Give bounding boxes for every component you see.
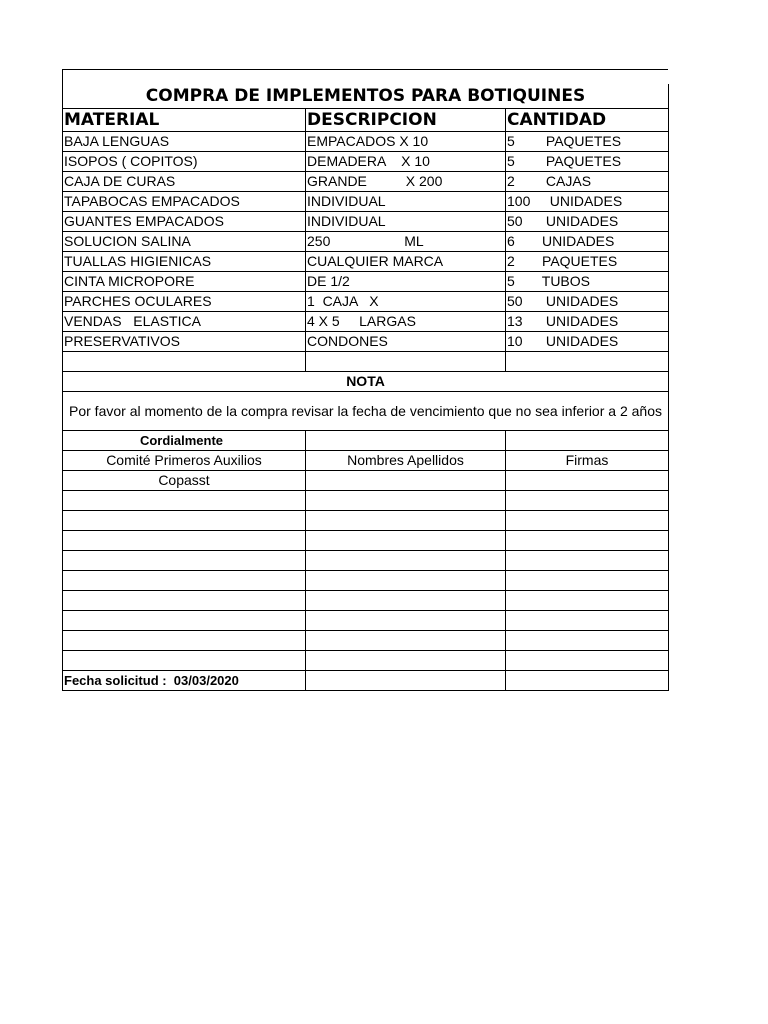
item-descripcion: INDIVIDUAL: [306, 192, 506, 212]
sign-row: [63, 491, 669, 511]
empty-cell: [306, 571, 506, 591]
item-material: CINTA MICROPORE: [63, 272, 306, 292]
nota-text-row: [63, 392, 669, 431]
sign-row: [63, 631, 669, 651]
item-cantidad: 6 UNIDADES: [506, 232, 669, 252]
empty-cell: [506, 671, 669, 691]
item-descripcion: DEMADERA X 10: [306, 152, 506, 172]
sign-row: [63, 471, 669, 491]
empty-cell: [63, 352, 306, 372]
item-material: PARCHES OCULARES: [63, 292, 306, 312]
item-descripcion: 4 X 5 LARGAS: [306, 312, 506, 332]
empty-row: [63, 352, 669, 372]
sign-header-committee: Comité Primeros Auxilios: [63, 451, 306, 471]
item-material: PRESERVATIVOS: [63, 332, 306, 352]
sign-row: [63, 591, 669, 611]
item-material: SOLUCION SALINA: [63, 232, 306, 252]
item-cantidad: 100 UNIDADES: [506, 192, 669, 212]
item-descripcion: CUALQUIER MARCA: [306, 252, 506, 272]
empty-cell: [306, 531, 506, 551]
empty-cell: [306, 431, 506, 451]
empty-cell: [306, 352, 506, 372]
empty-cell: [63, 511, 306, 531]
nota-label: NOTA: [63, 372, 669, 392]
sign-header-names: Nombres Apellidos: [306, 451, 506, 471]
empty-cell: [506, 631, 669, 651]
title-row: [63, 84, 669, 109]
sign-row: [63, 571, 669, 591]
empty-cell: [306, 631, 506, 651]
item-descripcion: 250 ML: [306, 232, 506, 252]
item-row: [63, 252, 669, 272]
item-cantidad: 5 PAQUETES: [506, 152, 669, 172]
empty-cell: [306, 671, 506, 691]
item-material: TUALLAS HIGIENICAS: [63, 252, 306, 272]
item-descripcion: DE 1/2: [306, 272, 506, 292]
empty-cell: [306, 491, 506, 511]
item-cantidad: 5 TUBOS: [506, 272, 669, 292]
item-row: [63, 172, 669, 192]
item-descripcion: 1 CAJA X: [306, 292, 506, 312]
empty-cell: [506, 471, 669, 491]
item-cantidad: 5 PAQUETES: [506, 132, 669, 152]
item-material: CAJA DE CURAS: [63, 172, 306, 192]
item-row: [63, 132, 669, 152]
sheet-title: COMPRA DE IMPLEMENTOS PARA BOTIQUINES: [63, 84, 669, 109]
empty-cell: [506, 551, 669, 571]
item-row: [63, 192, 669, 212]
item-material: VENDAS ELASTICA: [63, 312, 306, 332]
empty-cell: [306, 551, 506, 571]
empty-cell: [306, 651, 506, 671]
nota-text: Por favor al momento de la compra revisar la fecha de vencimiento que no sea inferior a 2 años: [63, 392, 669, 431]
empty-cell: [63, 631, 306, 651]
sign-row: [63, 551, 669, 571]
empty-cell: [506, 431, 669, 451]
empty-cell: [506, 491, 669, 511]
item-descripcion: INDIVIDUAL: [306, 212, 506, 232]
item-material: GUANTES EMPACADOS: [63, 212, 306, 232]
item-cantidad: 2 PAQUETES: [506, 252, 669, 272]
item-row: [63, 272, 669, 292]
sign-row: [63, 531, 669, 551]
item-cantidad: 50 UNIDADES: [506, 292, 669, 312]
item-descripcion: CONDONES: [306, 332, 506, 352]
header-row: [63, 109, 669, 132]
empty-cell: [63, 571, 306, 591]
purchase-sheet: [62, 69, 668, 691]
item-cantidad: 50 UNIDADES: [506, 212, 669, 232]
item-descripcion: GRANDE X 200: [306, 172, 506, 192]
sign-header-signatures: Firmas: [506, 451, 669, 471]
empty-cell: [63, 611, 306, 631]
item-descripcion: EMPACADOS X 10: [306, 132, 506, 152]
empty-cell: [63, 531, 306, 551]
item-row: [63, 212, 669, 232]
item-row: [63, 292, 669, 312]
empty-cell: [306, 591, 506, 611]
cordialmente-label: Cordialmente: [63, 431, 306, 451]
sheet-top-border: [62, 69, 668, 84]
empty-cell: [306, 611, 506, 631]
empty-cell: [506, 591, 669, 611]
empty-cell: [63, 651, 306, 671]
cordialmente-row: [63, 431, 669, 451]
empty-cell: [306, 471, 506, 491]
empty-cell: [63, 551, 306, 571]
fecha-row: [63, 671, 669, 691]
nota-row: [63, 372, 669, 392]
sign-row: [63, 611, 669, 631]
empty-cell: [306, 511, 506, 531]
header-descripcion: DESCRIPCION: [306, 109, 506, 132]
item-material: ISOPOS ( COPITOS): [63, 152, 306, 172]
empty-cell: [506, 511, 669, 531]
item-cantidad: 2 CAJAS: [506, 172, 669, 192]
item-row: [63, 332, 669, 352]
empty-cell: [63, 491, 306, 511]
empty-cell: [506, 571, 669, 591]
header-material: MATERIAL: [63, 109, 306, 132]
empty-cell: [63, 591, 306, 611]
empty-cell: [506, 611, 669, 631]
item-cantidad: 10 UNIDADES: [506, 332, 669, 352]
item-row: [63, 232, 669, 252]
item-row: [63, 312, 669, 332]
empty-cell: [506, 531, 669, 551]
empty-cell: [506, 651, 669, 671]
sign-header-row: [63, 451, 669, 471]
empty-cell: [506, 352, 669, 372]
sign-row: [63, 511, 669, 531]
item-material: BAJA LENGUAS: [63, 132, 306, 152]
sign-committee-name: Copasst: [63, 471, 306, 491]
fecha-solicitud: Fecha solicitud : 03/03/2020: [63, 671, 306, 691]
sign-row: [63, 651, 669, 671]
item-material: TAPABOCAS EMPACADOS: [63, 192, 306, 212]
header-cantidad: CANTIDAD: [506, 109, 669, 132]
purchase-table: [62, 84, 669, 691]
item-cantidad: 13 UNIDADES: [506, 312, 669, 332]
item-row: [63, 152, 669, 172]
